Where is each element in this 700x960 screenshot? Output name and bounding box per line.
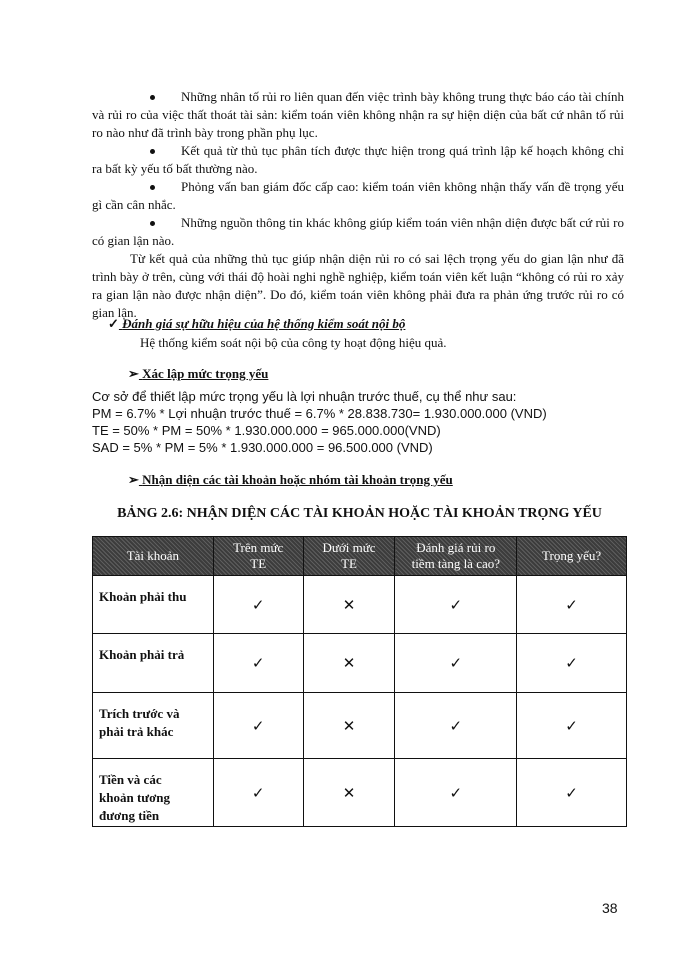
table-row — [93, 576, 627, 634]
check-icon: ✓ — [213, 759, 303, 827]
header-account: Tài khoản — [93, 537, 214, 576]
account-name: Khoản phải thu — [93, 576, 214, 634]
check-icon: ✓ — [395, 634, 517, 693]
check-icon: ✓ — [108, 316, 119, 331]
check-icon: ✓ — [517, 693, 627, 759]
bullet-icon — [150, 185, 155, 190]
check-icon: ✓ — [395, 759, 517, 827]
header-above-te: Trên mức TE — [213, 537, 303, 576]
table-row — [93, 634, 627, 693]
header-below-te: Dưới mức TE — [303, 537, 395, 576]
materiality-heading: ➢ Xác lập mức trọng yếu — [128, 366, 269, 381]
materiality-line-sad: SAD = 5% * PM = 5% * 1.930.000.000 = 96.500.000 (VND) — [92, 440, 433, 455]
account-name: Trích trước và phải trả khác — [93, 693, 214, 759]
accounts-table — [92, 536, 627, 827]
check-icon: ✓ — [213, 576, 303, 634]
page-number: 38 — [602, 900, 618, 916]
bullet-icon — [150, 221, 155, 226]
cross-icon: ✕ — [303, 693, 395, 759]
table-row — [93, 759, 627, 827]
account-name: Tiền và các khoản tương đương tiền — [93, 759, 214, 827]
check-icon: ✓ — [517, 759, 627, 827]
accounts-heading: ➢ Nhận diện các tài khoản hoặc nhóm tài khoản trọng yếu — [128, 472, 453, 487]
conclusion-paragraph: Từ kết quả của những thủ tục giúp nhận diện rủi ro có sai lệch trọng yếu do gian lận như đã trình bày ở trên, cùng với thái độ hoài nghi nghề nghiệp, kiểm toán viên kết luận “không có rủi ro xảy ra gian lận nào được nhận diện”. Do đó, kiểm toán viên không phải đưa ra phản ứng trước rủi ro có gian lận. — [92, 251, 624, 320]
arrow-icon: ➢ — [128, 472, 139, 487]
table-title: BẢNG 2.6: NHẬN DIỆN CÁC TÀI KHOẢN HOẶC TÀI KHOẢN TRỌNG YẾU — [117, 506, 602, 521]
internal-control-heading: ✓ Đánh giá sự hữu hiệu của hệ thống kiểm soát nội bộ — [108, 316, 406, 331]
cross-icon: ✕ — [303, 634, 395, 693]
check-icon: ✓ — [395, 576, 517, 634]
bullet-paragraph-4: Những nguồn thông tin khác không giúp kiểm toán viên nhận diện được bất cứ rủi ro có gian lận nào. — [92, 215, 624, 248]
table-row — [93, 693, 627, 759]
cross-icon: ✕ — [303, 759, 395, 827]
check-icon: ✓ — [213, 693, 303, 759]
account-name: Khoản phải trả — [93, 634, 214, 693]
check-icon: ✓ — [517, 576, 627, 634]
arrow-icon: ➢ — [128, 366, 139, 381]
bullet-paragraph-2: Kết quả từ thủ tục phân tích được thực hiện trong quá trình lập kế hoạch không chỉ ra bất kỳ yếu tố bất thường nào. — [92, 143, 624, 176]
header-material: Trọng yếu? — [517, 537, 627, 576]
cross-icon: ✕ — [303, 576, 395, 634]
internal-control-text: Hệ thống kiểm soát nội bộ của công ty hoạt động hiệu quả. — [140, 335, 447, 350]
check-icon: ✓ — [517, 634, 627, 693]
table-header-row — [93, 537, 627, 576]
header-inherent-risk: Đánh giá rủi ro tiềm tàng là cao? — [395, 537, 517, 576]
materiality-line-te: TE = 50% * PM = 50% * 1.930.000.000 = 965.000.000(VND) — [92, 423, 441, 438]
check-icon: ✓ — [395, 693, 517, 759]
check-icon: ✓ — [213, 634, 303, 693]
bullet-paragraph-1: Những nhân tố rủi ro liên quan đến việc trình bày không trung thực báo cáo tài chính và rủi ro của việc thất thoát tài sản: kiểm toán viên không nhận ra sự hiện diện của bất cứ nhân tố rủi ro nào như đã trình bày trong phần phụ lục. — [92, 89, 624, 140]
bullet-icon — [150, 149, 155, 154]
bullet-icon — [150, 95, 155, 100]
materiality-line-pm: PM = 6.7% * Lợi nhuận trước thuế = 6.7% * 28.838.730= 1.930.000.000 (VND) — [92, 406, 547, 421]
bullet-paragraph-3: Phỏng vấn ban giám đốc cấp cao: kiểm toán viên không nhận thấy vấn đề trọng yếu gì cần cân nhắc. — [92, 179, 624, 212]
materiality-line-1: Cơ sở để thiết lập mức trọng yếu là lợi nhuận trước thuế, cụ thể như sau: — [92, 389, 517, 404]
